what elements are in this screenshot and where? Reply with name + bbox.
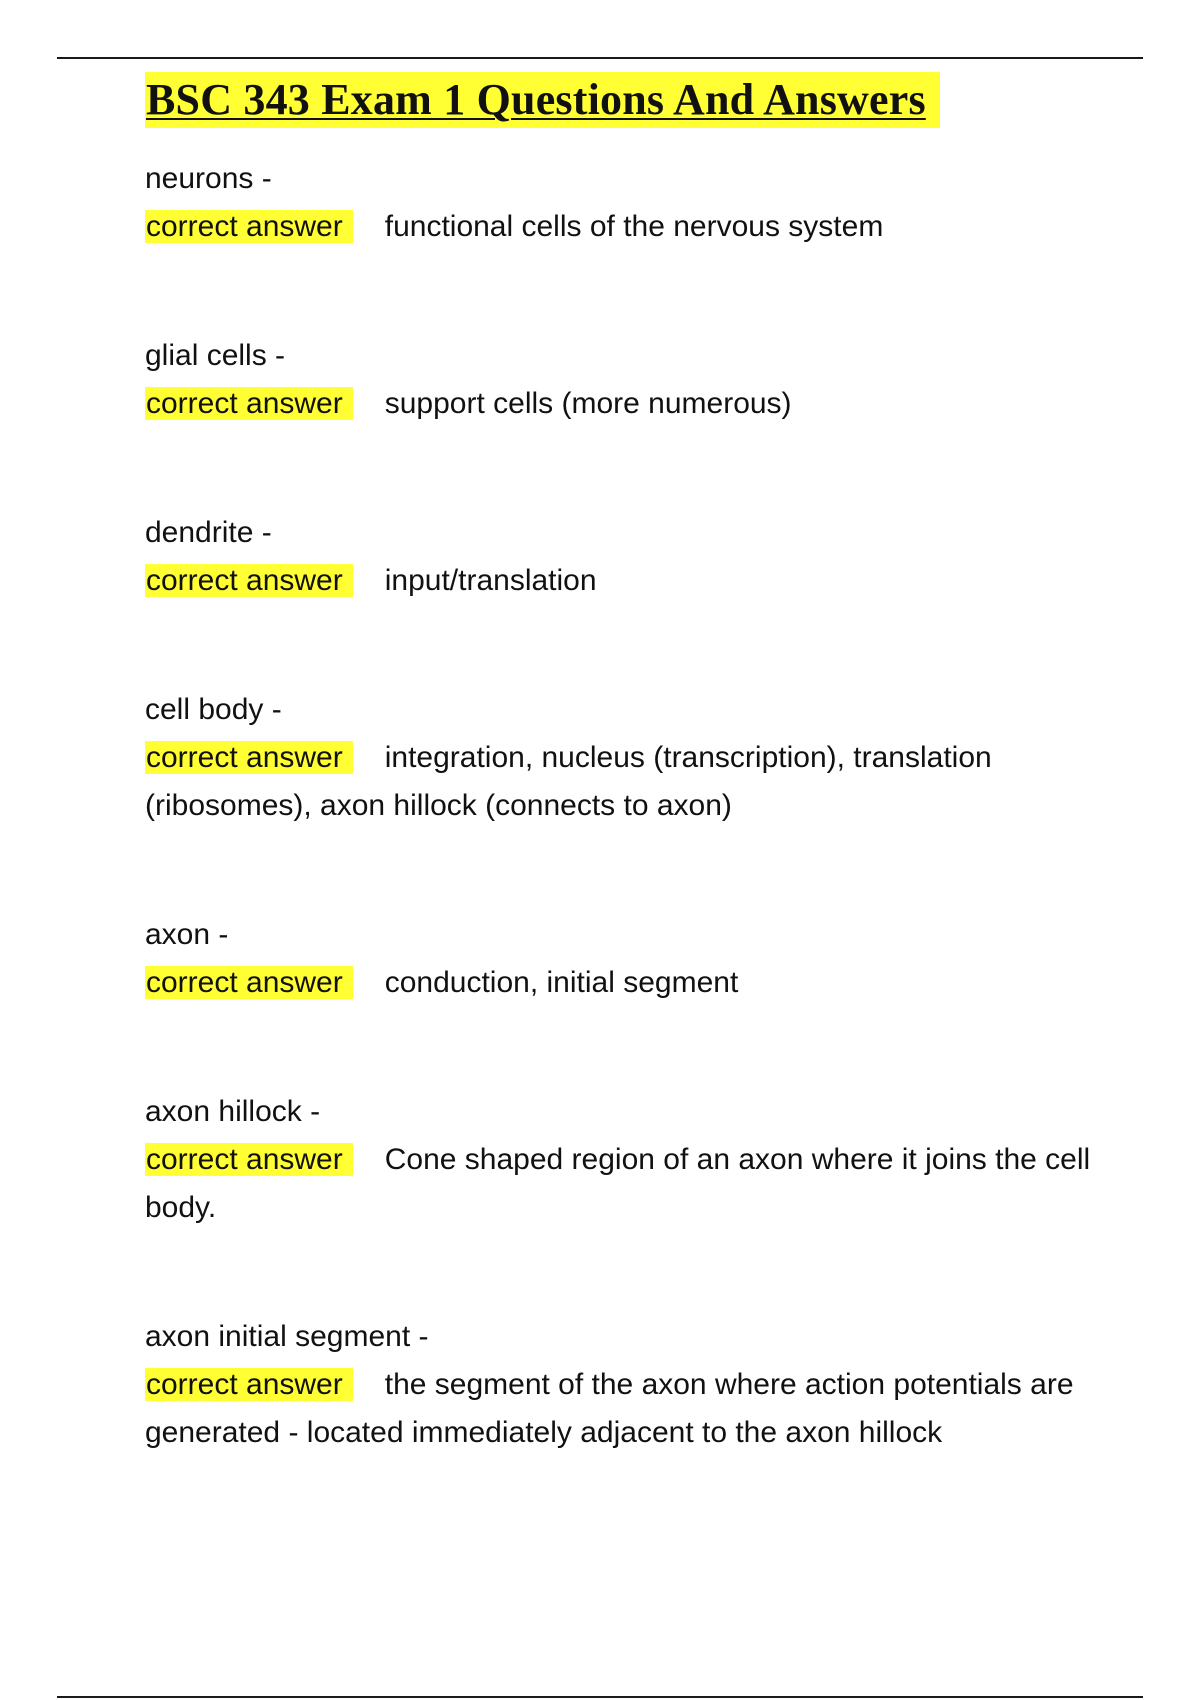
answer-label: correct answer: [145, 564, 353, 597]
answer-label: correct answer: [145, 1143, 353, 1176]
qa-entry: [145, 1088, 1095, 1232]
question-term: neurons -: [145, 162, 272, 195]
qa-entry: [145, 509, 1095, 605]
answer-text: Cone shaped region of an axon where it joins the cell body.: [145, 1143, 1091, 1224]
answer-text: conduction, initial segment: [384, 966, 739, 999]
qa-entry: [145, 155, 1095, 251]
answer-label: correct answer: [145, 741, 353, 774]
question-term: glial cells -: [145, 339, 286, 372]
question-term: axon initial segment -: [145, 1320, 429, 1353]
qa-entry: [145, 911, 1095, 1007]
answer-label: correct answer: [145, 210, 353, 243]
footer-rule: [57, 1696, 1143, 1698]
answer-label: correct answer: [145, 387, 353, 420]
qa-entry: [145, 1313, 1095, 1457]
answer-label: correct answer: [145, 1368, 353, 1401]
qa-entry: [145, 332, 1095, 428]
qa-list: [145, 155, 1095, 1457]
question-term: cell body -: [145, 693, 282, 726]
question-term: axon hillock -: [145, 1095, 321, 1128]
page-title: BSC 343 Exam 1 Questions And Answers: [145, 72, 940, 128]
question-term: dendrite -: [145, 516, 272, 549]
answer-text: the segment of the axon where action potentials are generated - located immediately adjacent to the axon hillock: [145, 1368, 1074, 1449]
answer-text: functional cells of the nervous system: [384, 210, 884, 243]
title-container: [145, 72, 940, 128]
answer-text: input/translation: [384, 564, 597, 597]
answer-label: correct answer: [145, 966, 353, 999]
answer-text: integration, nucleus (transcription), translation (ribosomes), axon hillock (connects to axon): [145, 741, 992, 822]
qa-entry: [145, 686, 1095, 830]
answer-text: support cells (more numerous): [384, 387, 792, 420]
question-term: axon -: [145, 918, 229, 951]
header-rule: [57, 57, 1143, 59]
